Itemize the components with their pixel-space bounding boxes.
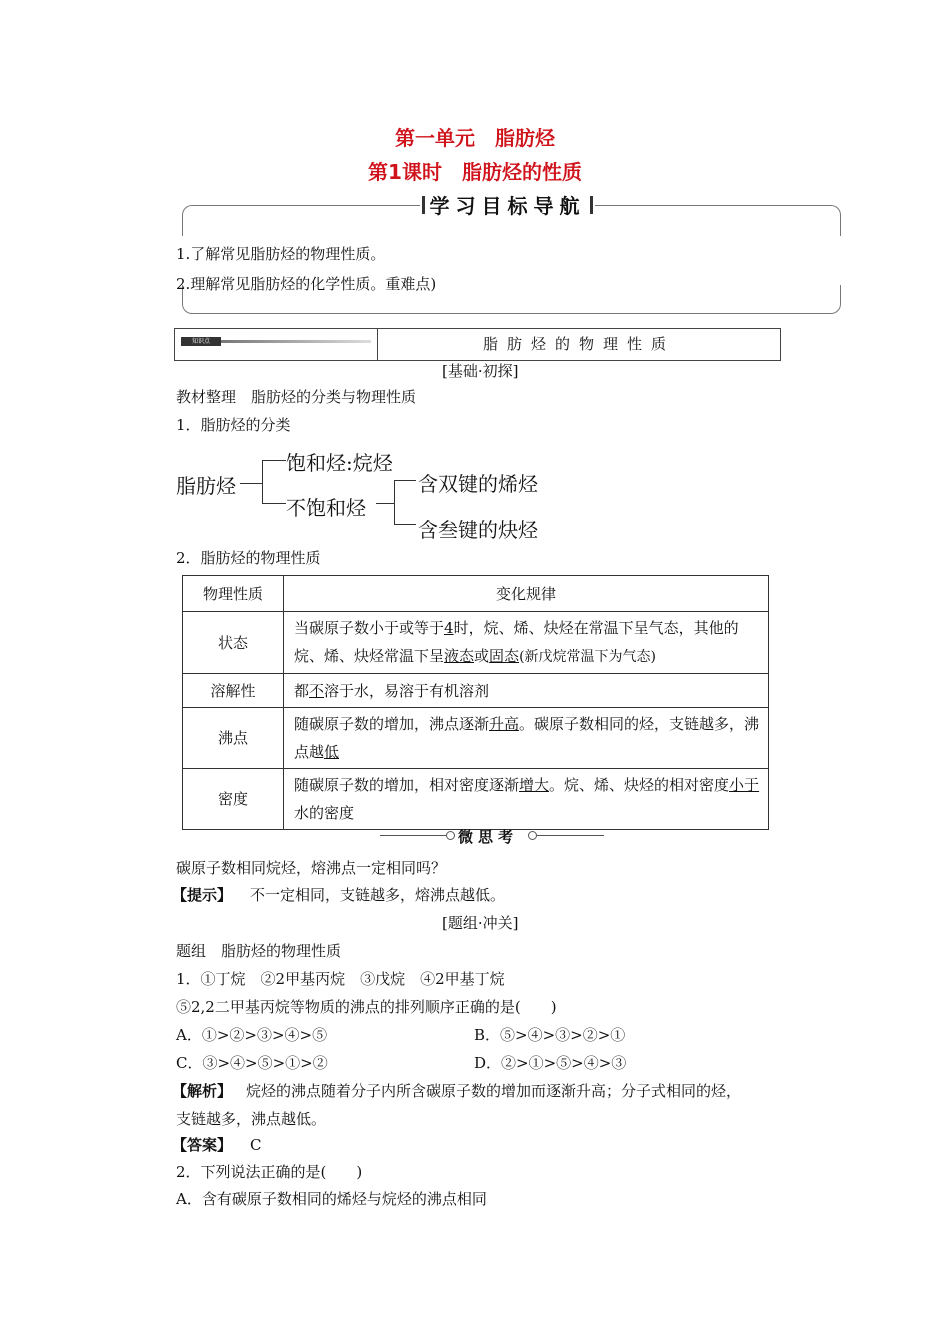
hint: 【提示】 不一定相同，支链越多，熔沸点越低。: [172, 886, 506, 904]
analysis-line-1: 【解析】 烷烃的沸点随着分子内所含碳原子数的增加而逐渐升高；分子式相同的烃，: [172, 1082, 742, 1100]
table-row-key: 溶解性: [183, 674, 284, 708]
classification-diagram: [172, 440, 572, 550]
classification-heading: 1．脂肪烃的分类: [176, 416, 291, 434]
tree-root: 脂肪烃: [176, 474, 236, 498]
micro-think-label: 微思考: [458, 828, 519, 846]
table-header: 变化规律: [284, 576, 769, 612]
unit-title: 第一单元 脂肪烃: [395, 126, 555, 150]
knowledge-tag: 知识点: [181, 337, 221, 346]
table-row-value: 都不溶于水，易溶于有机溶剂: [284, 674, 769, 708]
goal-1: 1.了解常见脂肪烃的物理性质。: [176, 245, 386, 263]
knowledge-title: 脂肪烃的物理性质: [482, 335, 675, 353]
question-2: 2．下列说法正确的是( ): [176, 1163, 363, 1181]
question-2-option-a: A．含有碳原子数相同的烯烃与烷烃的沸点相同: [176, 1190, 487, 1208]
analysis-line-2: 支链越多，沸点越低。: [176, 1110, 327, 1128]
question-1-line-1: 1．①丁烷 ②2甲基丙烷 ③戊烷 ④2甲基丁烷: [176, 970, 505, 988]
question-1-line-2: ⑤2,2二甲基丙烷等物质的沸点的排列顺序正确的是( ): [176, 998, 557, 1016]
tree-unsaturated: 不饱和烃: [286, 496, 366, 520]
table-row-key: 沸点: [183, 708, 284, 769]
option-a: A．①>②>③>④>⑤: [176, 1026, 328, 1044]
table-row-value: 当碳原子数小于或等于4时，烷、烯、炔烃在常温下呈气态，其他的烷、烯、炔烃常温下呈液态或固态(新戊烷常温下为气态): [284, 612, 769, 674]
option-c: C．③>④>⑤>①>②: [176, 1054, 328, 1072]
learning-goals-label: 学习目标导航: [420, 190, 595, 220]
knowledge-point-bar: [174, 328, 781, 361]
lesson-title: 第1课时 脂肪烃的性质: [368, 160, 582, 184]
option-b: B．⑤>④>③>②>①: [474, 1026, 626, 1044]
textbook-heading: 教材整理 脂肪烃的分类与物理性质: [176, 388, 417, 406]
table-row-key: 密度: [183, 769, 284, 830]
table-row-key: 状态: [183, 612, 284, 674]
tree-alkyne: 含叁键的炔烃: [418, 518, 538, 542]
tree-saturated: 饱和烃:烷烃: [286, 451, 393, 475]
physical-properties-table: [182, 575, 769, 830]
practice-group: 题组 脂肪烃的物理性质: [176, 942, 342, 960]
answer: 【答案】 C: [172, 1136, 262, 1154]
section-practice: [题组·冲关]: [442, 914, 519, 932]
table-row-value: 随碳原子数的增加，沸点逐渐升高。碳原子数相同的烃，支链越多，沸点越低: [284, 708, 769, 769]
physical-heading: 2．脂肪烃的物理性质: [176, 549, 321, 567]
table-header: 物理性质: [183, 576, 284, 612]
section-basic: [基础·初探]: [442, 362, 519, 380]
micro-think-divider: [380, 826, 604, 846]
think-question: 碳原子数相同烷烃，熔沸点一定相同吗？: [176, 859, 447, 877]
tree-alkene: 含双键的烯烃: [418, 472, 538, 496]
option-d: D．②>①>⑤>④>③: [474, 1054, 627, 1072]
table-row-value: 随碳原子数的增加，相对密度逐渐增大。烷、烯、炔烃的相对密度小于水的密度: [284, 769, 769, 830]
goal-2: 2.理解常见脂肪烃的化学性质。重难点): [176, 275, 437, 293]
